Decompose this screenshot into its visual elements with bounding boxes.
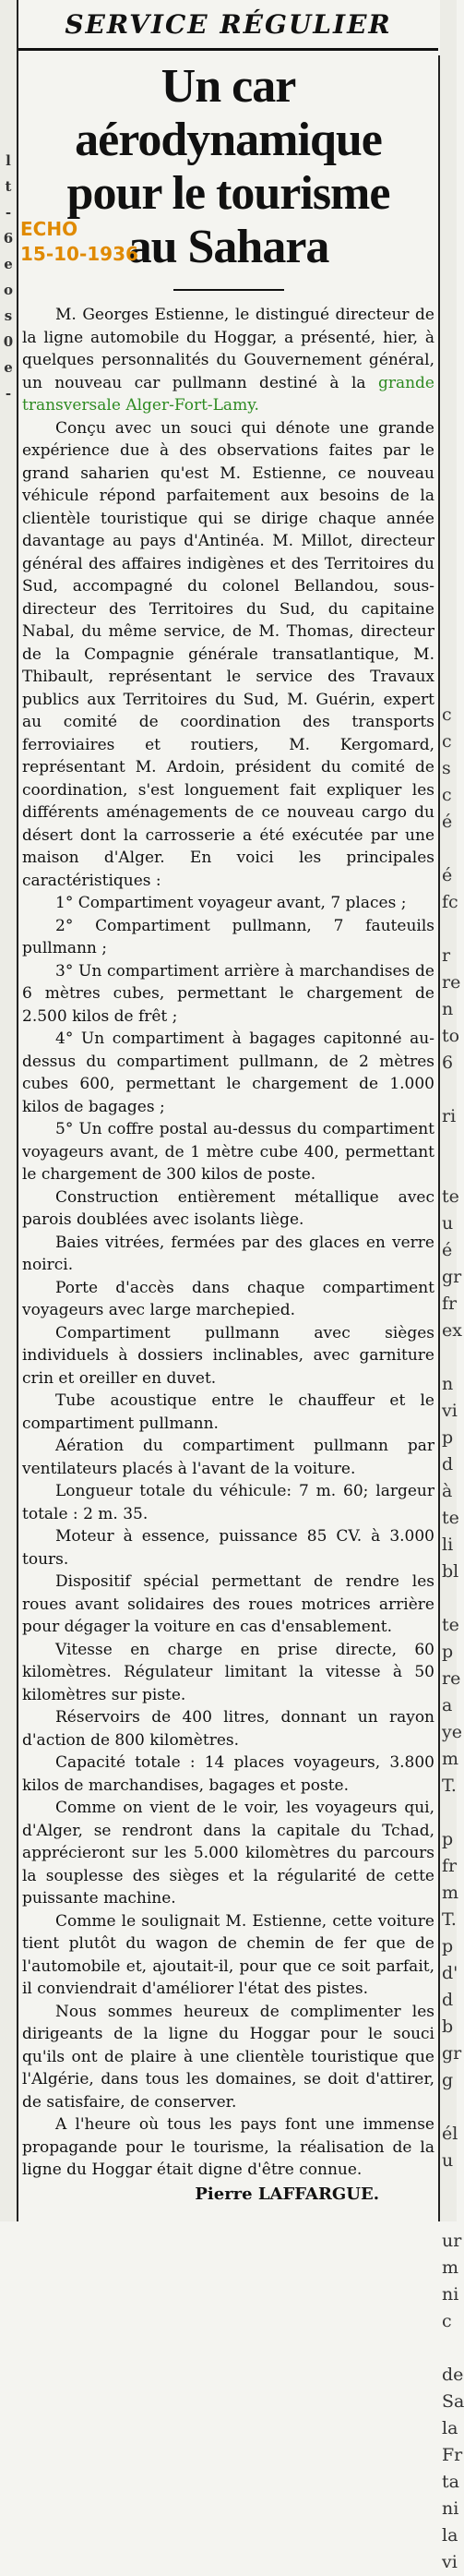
paragraph-lead bbox=[22, 304, 434, 417]
feature-item: 4° Un compartiment à bagages capitonné au-dessus du compartiment pullmann, de 2 mètres cubes 600, permettant le chargement de 1.000 kilos de bagages ; bbox=[22, 1029, 434, 1116]
feature-item: 2° Compartiment pullmann, 7 fauteuils pullmann ; bbox=[22, 916, 434, 957]
stamp-date: 15-10-1936 bbox=[20, 243, 138, 265]
article-body bbox=[18, 304, 438, 2206]
paragraph: Conçu avec un souci qui dénote une grande expérience due à des observations faites par le grand saharien qu'est M. Estienne, ce nouveau véhicule répond parfaitement aux besoins de la clientèle touristique qui se dirige chaque année davantage au pays d'Antinéa. M. Millot, directeur général des affaires indigènes et des Territoires du Sud, accompagné du colonel Bellandou, sous-directeur des Territoires du Sud, du capitaine Nabal, du même service, de M. Thomas, directeur de la Compagnie générale transatlantique, M. Thibault, représentant le service des Travaux publics aux Territoires du Sud, M. Guérin, expert au comité de coordination des transports ferroviaires et routiers, M. Kergomard, représentant M. Ardoin, président du comité de coordination, s'est longuement fait expliquer les différents aménagements de ce nouveau cargo du désert dont la carrosserie a été exécutée par une maison d'Alger. En voici les principales caractéristiques : bbox=[22, 418, 434, 890]
paragraph: Capacité totale : 14 places voyageurs, 3.800 kilos de marchandises, bagages et poste. bbox=[22, 1753, 434, 1795]
paragraph: A l'heure où tous les pays font une immense propagande pour le tourisme, la réalisation de la ligne du Hoggar était digne d'être connue. bbox=[22, 2115, 434, 2179]
feature-item: 5° Un coffre postal au-dessus du compartiment voyageurs avant, de 1 mètre cube 400, permettant le chargement de 300 kilos de poste. bbox=[22, 1120, 434, 1184]
paragraph: Compartiment pullmann avec sièges individuels à dossiers inclinables, avec garniture crin et oreiller en duvet. bbox=[22, 1323, 434, 1388]
rubric-rule bbox=[18, 48, 438, 51]
paragraph: Construction entièrement métallique avec parois doublées avec isolants liège. bbox=[22, 1187, 434, 1229]
highlighted-route: grande transversale Alger-Fort-Lamy. bbox=[22, 373, 434, 415]
feature-item: 1° Compartiment voyageur avant, 7 places ; bbox=[55, 894, 407, 912]
right-column-rule bbox=[438, 55, 440, 2221]
paragraph: Réservoirs de 400 litres, donnant un rayon d'action de 800 kilomètres. bbox=[22, 1708, 434, 1750]
left-column-fragment: l t - 6 e o s 0 e - bbox=[3, 152, 14, 402]
lead-text: M. Georges Estienne, le distingué directeur de la ligne automobile du Hoggar, a présenté, hier, à quelques personnalités du Gouvernement général, un nouveau car pullmann destiné à la bbox=[22, 306, 434, 392]
stamp-source: ECHO bbox=[20, 218, 78, 240]
paragraph: Moteur à essence, puissance 85 CV. à 3.000 tours. bbox=[22, 1527, 434, 1569]
section-rubric: SERVICE RÉGULIER bbox=[65, 9, 392, 40]
paragraph: Dispositif spécial permettant de rendre les roues avant solidaires des roues motrices arrière pour dégager la voiture en cas d'ensablement. bbox=[22, 1572, 434, 1636]
paragraph: Nous sommes heureux de complimenter les dirigeants de la ligne du Hoggar pour le souci qu'ils ont de plaire à une clientèle touristique que l'Algérie, dans tous les domaines, se doit d'attirer, de satisfaire, de conserver. bbox=[22, 2002, 434, 2112]
feature-item: 3° Un compartiment arrière à marchandises de 6 mètres cubes, permettant le chargement de 2.500 kilos de frêt ; bbox=[22, 961, 434, 1026]
paragraph: Baies vitrées, fermées par des glaces en verre noirci. bbox=[22, 1233, 434, 1274]
right-column-fragment: c c s c é é fc r re n to 6 ri te u é gr fr ex n vi p d à te li bl te p re a ye m T. p fr m T. p d' d b gr g él u ur m ni c de Sa la Fr ta ni la vi bbox=[442, 704, 464, 2572]
article bbox=[18, 0, 438, 2206]
paragraph: Porte d'accès dans chaque compartiment voyageurs avec large marchepied. bbox=[22, 1278, 434, 1319]
headline bbox=[18, 60, 438, 274]
headline-rule bbox=[173, 289, 284, 291]
headline-line-2: pour le tourisme bbox=[66, 167, 390, 220]
headline-line-3: au Sahara bbox=[127, 221, 329, 273]
headline-line-1: Un car aérodynamique bbox=[75, 60, 382, 166]
paragraph: Comme le soulignait M. Estienne, cette voiture tient plutôt du wagon de chemin de fer que de l'automobile et, ajoutait-il, pour que ce soit parfait, il conviendrait d'améliorer l'état des pistes. bbox=[22, 1911, 434, 1998]
paragraph: Comme on vient de le voir, les voyageurs qui, d'Alger, se rendront dans la capitale du Tchad, apprécieront sur les 5.000 kilomètres du parcours la souplesse des sièges et la régularité de cette puissante machine. bbox=[22, 1799, 434, 1908]
source-date-stamp bbox=[20, 217, 138, 267]
paragraph: Longueur totale du véhicule: 7 m. 60; largeur totale : 2 m. 35. bbox=[22, 1482, 434, 1523]
paragraph: Vitesse en charge en prise directe, 60 kilomètres. Régulateur limitant la vitesse à 50 kilomètres sur piste. bbox=[22, 1640, 434, 1704]
paragraph: Tube acoustique entre le chauffeur et le compartiment pullmann. bbox=[22, 1391, 434, 1433]
paragraph: Aération du compartiment pullmann par ventilateurs placés à l'avant de la voiture. bbox=[22, 1437, 434, 1478]
headline-line-3-row bbox=[18, 218, 438, 274]
author-signature: Pierre LAFFARGUE. bbox=[195, 2184, 379, 2204]
